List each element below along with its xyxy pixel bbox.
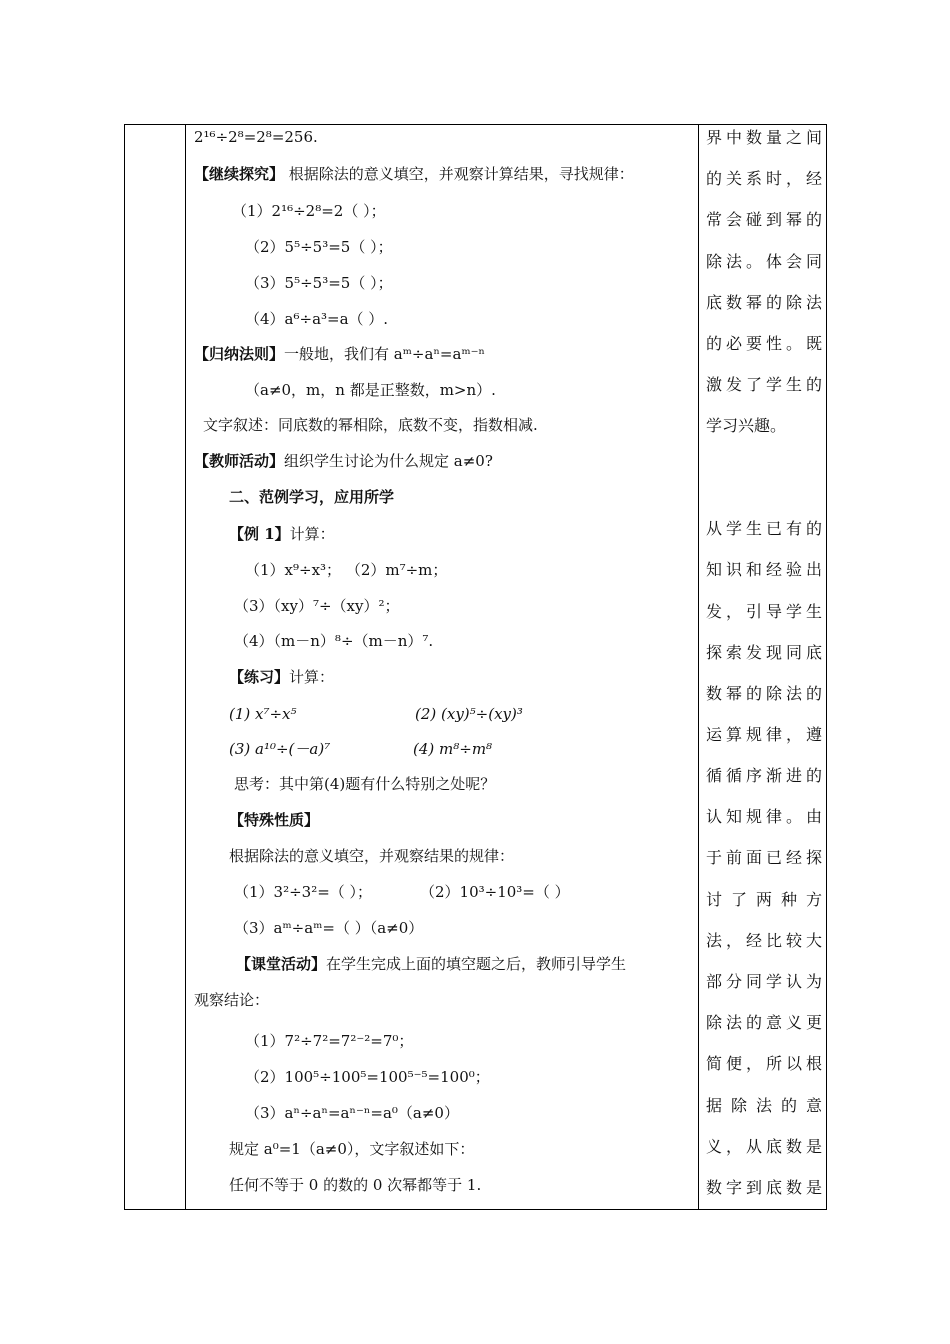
note-line: 发，引导学生 — [706, 602, 822, 621]
note-line: 从学生已有的 — [706, 519, 822, 538]
explore-item-1: （1）2¹⁶÷2⁸=2（ ）； — [232, 202, 386, 220]
special-item-3: （3）aᵐ÷aᵐ=（ ）（a≠0） — [234, 919, 424, 937]
line-rule: 【归纳法则】一般地，我们有 aᵐ÷aⁿ=aᵐ⁻ⁿ — [194, 345, 486, 363]
explore-item-4: （4）a⁶÷a³=a（ ）. — [245, 310, 389, 328]
rule-statement: 文字叙述：同底数的幂相除，底数不变，指数相减. — [203, 416, 538, 434]
example-item-3: （3）（xy）⁷÷（xy）²； — [234, 597, 400, 615]
note-line: 除法的意义更 — [706, 1013, 822, 1032]
conclusion-item-3: （3）aⁿ÷aⁿ=aⁿ⁻ⁿ=a⁰（a≠0） — [245, 1104, 459, 1122]
practice-item-3: (3) a¹⁰÷(－a)⁷ — [229, 740, 331, 758]
note-line: 认知规律。由 — [706, 807, 822, 826]
conclusion-item-2: （2）100⁵÷100⁵=100⁵⁻⁵=100⁰； — [245, 1068, 490, 1086]
line-example1: 【例 1】计算： — [229, 525, 335, 543]
definition-line: 规定 a⁰=1（a≠0），文字叙述如下： — [229, 1140, 475, 1158]
think-question: 思考：其中第(4)题有什么特别之处呢？ — [234, 775, 496, 793]
line-teacher: 【教师活动】组织学生讨论为什么规定 a≠0? — [194, 452, 493, 470]
note-line: 据除法的意 — [706, 1096, 822, 1115]
column-divider-2 — [698, 125, 699, 1209]
note-line: 底数幂的除法 — [706, 293, 822, 312]
conclusion-item-1: （1）7²÷7²=7²⁻²=7⁰； — [245, 1032, 414, 1050]
note-line: 讨了两种方 — [706, 890, 822, 909]
note-line: 循循序渐进的 — [706, 766, 822, 785]
note-line: 的关系时，经 — [706, 169, 822, 188]
line-explore: 【继续探究】 根据除法的意义填空，并观察计算结果，寻找规律： — [194, 165, 634, 183]
note-line: 探索发现同底 — [706, 643, 822, 662]
note-line: 激发了学生的 — [706, 375, 822, 394]
note-line: 常会碰到幂的 — [706, 210, 822, 229]
heading-class-activity: 【课堂活动】 — [236, 955, 327, 973]
line-practice: 【练习】计算： — [229, 668, 335, 686]
heading-teacher-activity: 【教师活动】 — [194, 452, 285, 470]
heading-continue-explore: 【继续探究】 — [194, 165, 285, 183]
design-intent-column — [706, 0, 822, 1344]
heading-special-property: 【特殊性质】 — [229, 811, 320, 829]
heading-summarize-rule: 【归纳法则】 — [194, 345, 285, 363]
note-line: 除法。体会同 — [706, 252, 822, 271]
note-line: 部分同学认为 — [706, 972, 822, 991]
definition-statement: 任何不等于 0 的数的 0 次幂都等于 1. — [229, 1176, 482, 1194]
note-line: 简便，所以根 — [706, 1054, 822, 1073]
line-class-activity: 【课堂活动】在学生完成上面的填空题之后，教师引导学生 — [236, 955, 627, 973]
note-line: 运算规律，遵 — [706, 725, 822, 744]
section-heading-examples: 二、范例学习，应用所学 — [229, 488, 395, 506]
note-line: 法，经比较大 — [706, 931, 822, 950]
special-instruction: 根据除法的意义填空，并观察结果的规律： — [229, 847, 515, 865]
heading-example-1: 【例 1】 — [229, 525, 290, 543]
practice-item-1: (1) x⁷÷x⁵ — [229, 705, 297, 723]
note-line: 于前面已经探 — [706, 848, 822, 867]
special-item-1: （1）3²÷3²=（ ）； — [234, 883, 373, 901]
column-divider-1 — [185, 125, 186, 1209]
example-item-4: （4）（m－n）⁸÷（m－n）⁷. — [234, 632, 434, 650]
special-item-2: （2）10³÷10³=（ ） — [420, 883, 570, 901]
heading-practice: 【练习】 — [229, 668, 290, 686]
rule-condition: （a≠0，m，n 都是正整数，m>n）. — [245, 381, 496, 399]
line-result: 2¹⁶÷2⁸=2⁸=256. — [194, 128, 318, 146]
example-item-1-2: （1）x⁹÷x³； （2）m⁷÷m； — [245, 561, 448, 579]
observe-conclusion: 观察结论： — [194, 991, 270, 1009]
note-line: 学习兴趣。 — [706, 416, 787, 435]
note-line: 的必要性。既 — [706, 334, 822, 353]
explore-item-3: （3）5⁵÷5³=5（ ）； — [245, 274, 393, 292]
note-line: 数字到底数是 — [706, 1178, 822, 1197]
note-line: 知识和经验出 — [706, 560, 822, 579]
practice-item-2: (2) (xy)⁵÷(xy)³ — [415, 705, 523, 723]
practice-item-4: (4) m⁸÷m⁸ — [413, 740, 493, 758]
note-line: 界中数量之间 — [706, 128, 822, 147]
explore-item-2: （2）5⁵÷5³=5（ ）； — [245, 238, 393, 256]
note-line: 义，从底数是 — [706, 1137, 822, 1156]
note-line: 数幂的除法的 — [706, 684, 822, 703]
